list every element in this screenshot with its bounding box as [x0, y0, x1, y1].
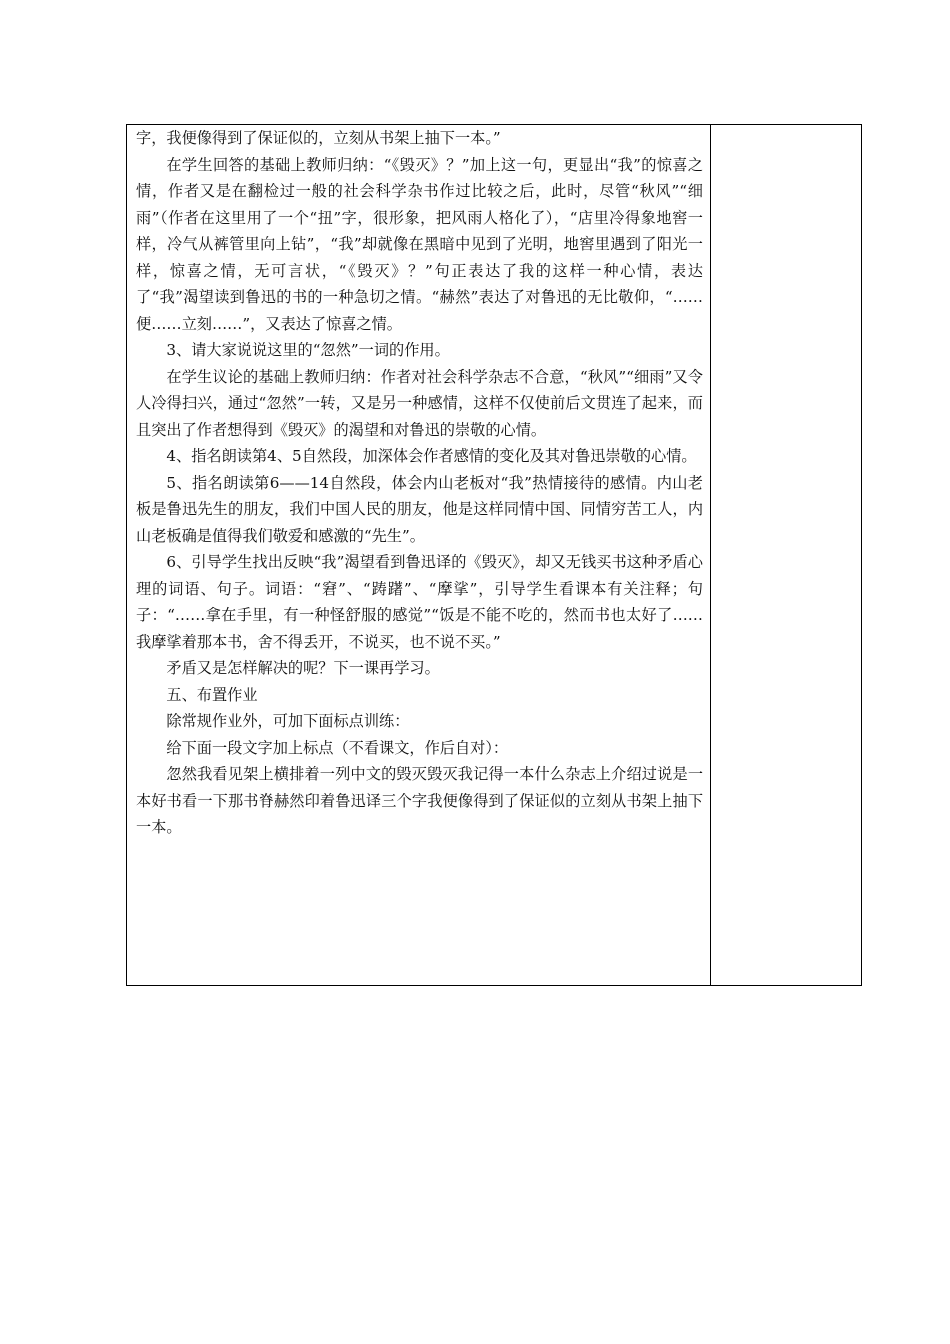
paragraph-step-6: 6、引导学生找出反映“我”渴望看到鲁迅译的《毁灭》，却又无钱买书这种矛盾心理的词语、句子。词语：“窘”、“踌躇”、“摩挲”，引导学生看课本有关注释；句子：“……拿在手里，有一种怪舒服的感觉”“饭是不能不吃的，然而书也太好了……我摩挲着那本书，舍不得丢开，不说买，也不说不买。”	[136, 553, 703, 651]
paragraph-homework-intro: 除常规作业外，可加下面标点训练：	[166, 712, 410, 730]
lesson-content-cell	[127, 125, 711, 985]
section-heading-homework: 五、布置作业	[166, 685, 258, 704]
paragraph-step-3: 3、请大家说说这里的“忽然”一词的作用。	[166, 341, 450, 359]
paragraph-step-5: 5、指名朗读第6——14自然段，体会内山老板对“我”热情接待的感情。内山老板是鲁迅先生的朋友，我们中国人民的朋友，他是这样同情中国、同情穷苦工人，内山老板确是值得我们敬爱和感激的“先生”。	[136, 473, 703, 545]
paragraph-teacher-summary-1: 在学生回答的基础上教师归纳：“《毁灭》？”加上这一句，更显出“我”的惊喜之情，作者又是在翻检过一般的社会科学杂书作过比较之后，此时，尽管“秋风”“细雨”（作者在这里用了一个“扭”字，很形象，把风雨人格化了），“店里冷得象地窖一样，冷气从裤管里向上钻”，“我”却就像在黑暗中见到了光明，地窖里遇到了阳光一样，惊喜之情，无可言状，“《毁灭》？”句正表达了我的这样一种心情，表达了“我”渴望读到鲁迅的书的一种急切之情。“赫然”表达了对鲁迅的无比敬仰，“……便……立刻……”，又表达了惊喜之情。	[136, 155, 703, 333]
paragraph-continuation: 字，我便像得到了保证似的，立刻从书架上抽下一本。”	[136, 129, 501, 147]
paragraph-teacher-summary-2: 在学生议论的基础上教师归纳：作者对社会科学杂志不合意，“秋风”“细雨”又令人冷得扫兴，通过“忽然”一转，又是另一种感情，这样不仅使前后文贯连了起来，而且突出了作者想得到《毁灭》的渴望和对鲁迅的崇敬的心情。	[136, 367, 703, 439]
paragraph-step-4: 4、指名朗读第4、5自然段，加深体会作者感情的变化及其对鲁迅崇敬的心情。	[166, 447, 697, 465]
notes-cell	[711, 125, 861, 985]
lesson-plan-table	[126, 124, 862, 986]
paragraph-next-lesson: 矛盾又是怎样解决的呢？下一课再学习。	[166, 659, 440, 677]
paragraph-punctuation-task: 给下面一段文字加上标点（不看课文，作后自对）：	[166, 738, 509, 757]
paragraph-exercise-text: 忽然我看见架上横排着一列中文的毁灭毁灭我记得一本什么杂志上介绍过说是一本好书看一下那书脊赫然印着鲁迅译三个字我便像得到了保证似的立刻从书架上抽下一本。	[136, 765, 703, 836]
